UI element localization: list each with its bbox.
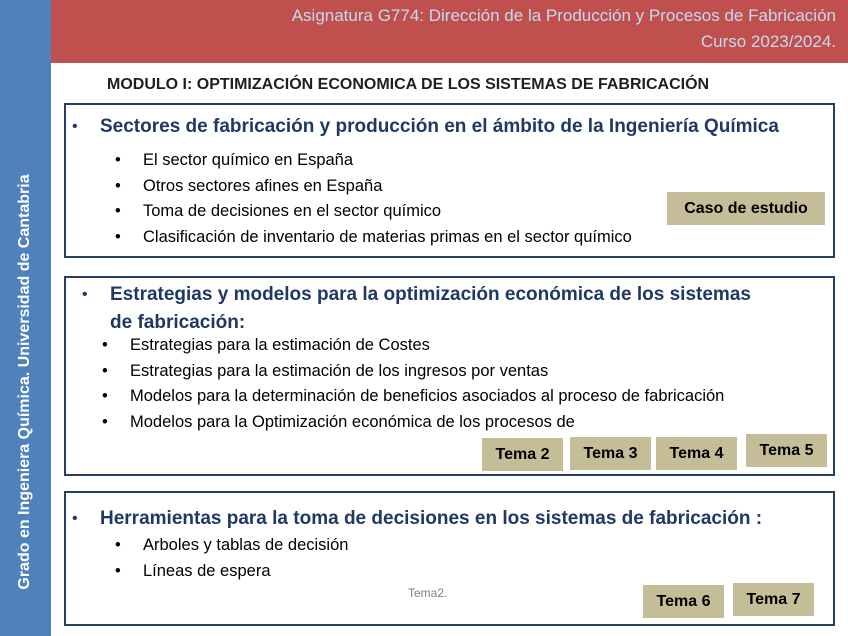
list-item: • Estrategias para la estimación de Costes — [102, 333, 724, 359]
tema-5-tag[interactable]: Tema 5 — [746, 434, 827, 467]
header-bar — [0, 0, 848, 63]
list-item: • Líneas de espera — [115, 559, 348, 585]
module-title: MODULO I: OPTIMIZACIÓN ECONOMICA DE LOS SISTEMAS DE FABRICACIÓN — [107, 76, 710, 93]
list-item: • Toma de decisiones en el sector químico — [115, 199, 632, 225]
section-list-2 — [102, 333, 724, 435]
section-bullet: • — [82, 286, 88, 303]
section-list-3 — [115, 533, 348, 584]
list-item: • Arboles y tablas de decisión — [115, 533, 348, 559]
tema-4-tag[interactable]: Tema 4 — [656, 437, 737, 470]
section-title-2: Estrategias y modelos para la optimización económica de los sistemas — [110, 284, 751, 305]
list-item: • Modelos para la determinación de beneficios asociados al proceso de fabricación — [102, 384, 724, 410]
tema-7-tag[interactable]: Tema 7 — [733, 583, 814, 616]
footnote: Tema2. — [408, 586, 448, 600]
sidebar — [0, 0, 51, 636]
section-title-1: Sectores de fabricación y producción en el ámbito de la Ingeniería Química — [100, 116, 779, 137]
list-item: • Clasificación de inventario de materias primas en el sector químico — [115, 225, 632, 251]
section-title-2-cont: de fabricación: — [110, 312, 246, 333]
tema-6-tag[interactable]: Tema 6 — [643, 585, 724, 618]
sidebar-vertical-text: Grado en Ingeniera Química. Universidad de Cantabria — [16, 174, 33, 590]
section-bullet: • — [72, 118, 78, 135]
section-title-3: Herramientas para la toma de decisiones en los sistemas de fabricación : — [100, 508, 763, 529]
section-bullet: • — [72, 510, 78, 527]
course-year: Curso 2023/2024. — [700, 32, 836, 51]
section-list-1 — [115, 148, 632, 250]
tema-3-tag[interactable]: Tema 3 — [570, 437, 651, 470]
case-study-tag[interactable]: Caso de estudio — [667, 192, 825, 225]
list-item: • Otros sectores afines en España — [115, 174, 632, 200]
list-item: • Estrategias para la estimación de los ingresos por ventas — [102, 359, 724, 385]
course-title: Asignatura G774: Dirección de la Producción y Procesos de Fabricación — [291, 6, 836, 25]
list-item: • El sector químico en España — [115, 148, 632, 174]
tema-2-tag[interactable]: Tema 2 — [482, 438, 563, 471]
list-item: • Modelos para la Optimización económica de los procesos de — [102, 410, 724, 436]
